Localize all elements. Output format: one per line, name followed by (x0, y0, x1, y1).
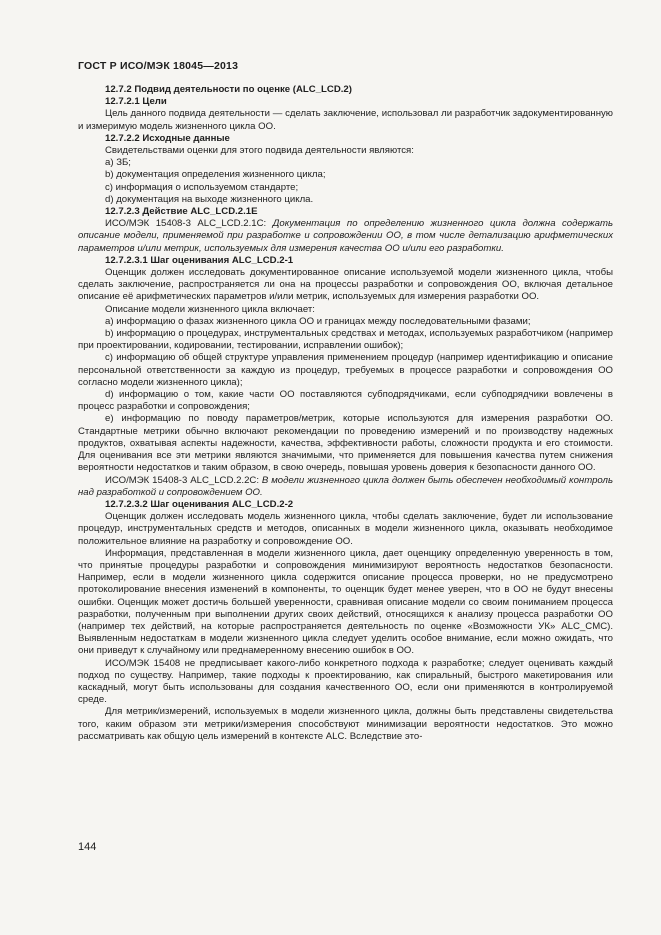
section-heading: 12.7.2.3.2 Шаг оценивания ALC_LCD.2-2 (105, 498, 294, 510)
paragraph: Оценщик должен исследовать модель жизненного цикла, чтобы сделать заключение, будет ли использование процедур, инструментальных средств и методов, описанных в модели жизненного цикла, оказывать необходимое положительное влияние на разработку и сопровождение ОО. (78, 511, 613, 547)
reference: ИСО/МЭК 15408-3 ALC_LCD.2.1C: (105, 218, 273, 230)
paragraph: Описание модели жизненного цикла включает: (105, 303, 315, 315)
reference: ИСО/МЭК 15408-3 ALC_LCD.2.2C: (105, 474, 262, 486)
list-item: a) ЗБ; (105, 157, 131, 169)
paragraph: Информация, представленная в модели жизненного цикла, дает оценщику определенную уверенность в том, что принятые процедуры разработки и сопровождения минимизируют вероятность недостатков безопасности. Например, если в модели жизненного цикла содержится описание процесса проверки, но не предусмотрено протоколирование внесения изменений в компоненты, то оценщик будет менее уверен, что в ОО не будут внесены ошибки. Оценщик может достичь большей уверенности, сравнивая описание модели со своим пониманием процесса разработки, полученным при выполнении других своих действий, относящихся к анализу процесса разработки ОО (например тех действий, на которые распространяется деятельность по оценке «Возможности УК» ALC_CMC). Выявленным недостаткам в модели жизненного цикла следует уделить особое внимание, если можно ожидать, что они приведут к случайному или преднамеренному внесению ошибок в ОО. (78, 547, 613, 657)
page-body (78, 84, 613, 743)
list-item: c) информация о используемом стандарте; (105, 181, 299, 193)
requirement-text: Документация по определению жизненного цикла должна содержать описание модели, применяемой при разработке и сопровождении ОО, в том числе детализацию арифметических параметров и/или метрик, используемых для измерения качества ОО и/или его разработки. (78, 218, 613, 254)
paragraph: Цель данного подвида деятельности — сделать заключение, использовал ли разработчик задокументированную и измеримую модель жизненного цикла ОО. (78, 108, 613, 132)
paragraph: ИСО/МЭК 15408 не предписывает какого-либо конкретного подхода к разработке; следует оценивать каждый подход по существу. Например, такие подходы к проектированию, как спиральный, быстрого макетирования или каскадный, могут быть использованы для создания качественного ОО, если они применяются в контролируемой среде. (78, 657, 613, 706)
section-heading: 12.7.2.3 Действие ALC_LCD.2.1E (105, 206, 258, 218)
list-item: b) документация определения жизненного цикла; (105, 169, 326, 181)
section-heading: 12.7.2.2 Исходные данные (105, 132, 230, 144)
requirement-text: В модели жизненного цикла должен быть обеспечен необходимый контроль над разработкой и сопровождением ОО. (78, 474, 613, 498)
list-item: b) информацию о процедурах, инструментальных средствах и методах, используемых разработчиком (например при проектировании, кодировании, тестировании, исправлении ошибок); (78, 328, 613, 352)
paragraph: Для метрик/измерений, используемых в модели жизненного цикла, должны быть представлены свидетельства того, каким образом эти метрики/измерения способствуют минимизации вероятности недостатков. Это можно рассматривать как общую цель измерений в контексте ALC. Вследствие это- (78, 706, 613, 742)
list-item: c) информацию об общей структуре управления применением процедур (например идентификацию и описание персональной ответственности за каждую из процедур, требуемых в процессе разработки и сопровождения ОО согласно модели жизненного цикла); (78, 352, 613, 388)
page-header: ГОСТ Р ИСО/МЭК 18045—2013 (78, 60, 239, 72)
paragraph (78, 218, 613, 255)
list-item: a) информацию о фазах жизненного цикла ОО и границах между последовательными фазами; (105, 315, 531, 327)
list-item: d) информацию о том, какие части ОО поставляются субподрядчиками, если субподрядчики вовлечены в процесс разработки и сопровождения; (78, 389, 613, 413)
paragraph: Свидетельствами оценки для этого подвида деятельности являются: (105, 145, 414, 157)
list-item: d) документация на выходе жизненного цикла. (105, 193, 314, 205)
section-heading: 12.7.2 Подвид деятельности по оценке (ALC_LCD.2) (105, 84, 352, 95)
list-item: e) информацию по поводу параметров/метрик, которые используются для измерения разработки ОО. Стандартные метрики обычно включают рекомендации по проведению измерений и по производству надежных продуктов, охватывая аспекты надежности, качества, эффективности работы, сложности продукта и его стоимости. Для оценивания все эти метрики являются значимыми, что применяется для повышения качества путем снижения вероятности недостатков и таким образом, в свою очередь, повышая уровень доверия к безопасности данного ОО. (78, 413, 613, 474)
section-heading: 12.7.2.1 Цели (105, 96, 167, 108)
paragraph: Оценщик должен исследовать документированное описание используемой модели жизненного цикла, чтобы сделать заключение, распространяется ли она на процессы разработки и сопровождения ОО, включая детальное описание её арифметических параметров и/или метрик, используемых для измерения разработки ОО. (78, 267, 613, 303)
section-heading: 12.7.2.3.1 Шаг оценивания ALC_LCD.2-1 (105, 254, 294, 266)
paragraph (78, 475, 613, 499)
page-number: 144 (78, 841, 97, 853)
